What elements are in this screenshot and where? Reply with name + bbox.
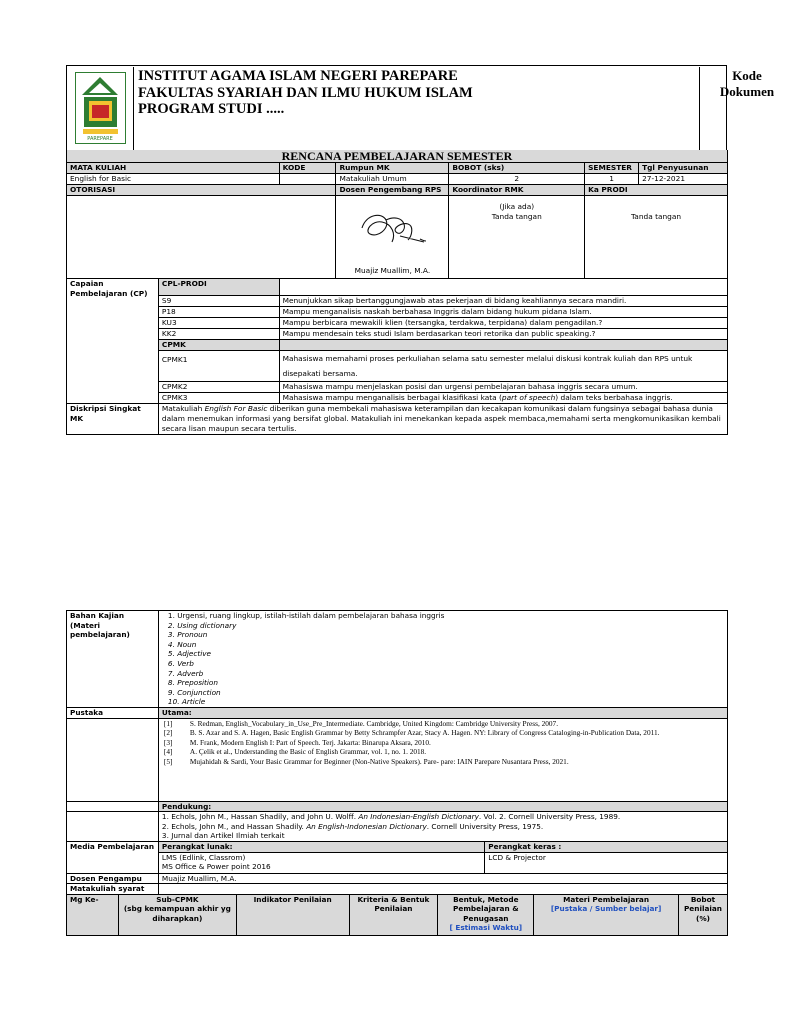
- rps-table: [66, 150, 728, 435]
- otorisasi-header: OTORISASI: [67, 185, 336, 196]
- program-line: PROGRAM STUDI .....: [138, 101, 285, 117]
- dosen-pengampu-value: Muajiz Muallim, M.A.: [158, 873, 727, 884]
- col-header: MATA KULIAH: [67, 163, 280, 174]
- cpl-row: P18 Mampu menganalisis naskah berbahasa Inggris dalam bidang hukum pidana Islam.: [67, 307, 728, 318]
- bobot-value: 2: [449, 174, 585, 185]
- deskripsi-label: Diskripsi Singkat MK: [67, 404, 159, 435]
- materi-header: Materi Pembelajaran [Pustaka / Sumber belajar]: [534, 894, 679, 935]
- cpmk-row: CPMK3 Mahasiswa mampu menganalisis berbagai klasifikasi kata (part of speech) dalam teks berbahasa inggris.: [67, 393, 728, 404]
- bahan-item: 10. Article: [167, 697, 206, 707]
- keras-label: Perangkat keras :: [485, 841, 728, 852]
- bahan-kajian-label: Bahan Kajian (Materi pembelajaran): [67, 611, 159, 708]
- bentuk-header: Bentuk, Metode Pembelajaran & Penugasan [ Estimasi Waktu]: [438, 894, 534, 935]
- cpl-row: KK2 Mampu mendesain teks studi Islam berdasarkan teori retorika dan public speaking.?: [67, 329, 728, 340]
- pustaka-label: Pustaka: [67, 707, 159, 718]
- mata-kuliah-value: English for Basic: [67, 174, 280, 185]
- utama-ref: [1] S. Redman, English_Vocabulary_in_Use_Pre_Intermediate. Cambridge, United Kingdom: Cambridge University Press, 2007.: [163, 718, 559, 728]
- koordinator-sign-cell: (Jika ada) Tanda tangan: [449, 196, 585, 279]
- bahan-item: 1. Urgensi, ruang lingkup, istilah-istilah dalam pembelajaran bahasa inggris: [167, 611, 445, 620]
- semester-value: 1: [585, 174, 639, 185]
- rps-table-page2: [66, 610, 728, 936]
- signature-image: [352, 206, 432, 256]
- col-header: KODE: [279, 163, 336, 174]
- col-header: Tgl Penyusunan: [639, 163, 728, 174]
- mg-ke-header: Mg Ke-: [67, 894, 119, 935]
- utama-ref: [4] A. Çelik et al., Understanding the Basic of English Grammar, vol. 1, no. 1. 2018.: [163, 747, 427, 757]
- cpmk3-text: Mahasiswa mampu menganalisis berbagai klasifikasi kata (part of speech) dalam teks berbahasa inggris.: [282, 393, 673, 402]
- tgl-value: 27-12-2021: [639, 174, 728, 185]
- utama-refs: [158, 718, 727, 801]
- bahan-item: 2. Using dictionary: [167, 620, 237, 630]
- pendukung-ref: 2. Echols, John M., and Hassan Shadily. An English-Indonesian Dictionary. Cornell University Press, 1975.: [161, 821, 544, 831]
- cpl-row: S9 Menunjukkan sikap bertanggungjawab atas pekerjaan di bidang keahliannya secara mandiri.: [67, 296, 728, 307]
- rps-title: RENCANA PEMBELAJARAN SEMESTER: [67, 150, 728, 163]
- matakuliah-syarat-label: Matakuliah syarat: [67, 884, 159, 895]
- bobot-header: Bobot Penilaian (%): [678, 894, 727, 935]
- deskripsi-text: Matakuliah English For Basic diberikan guna membekali mahasiswa keterampilan dan kecakapan komunikasi dalam fungsinya sebagai bahasa dunia dalam menemukan informasi yang bersifat global. Matakuliah ini menekankan kepada aspek membaca,memahami serta mengkomunikasikan kembali secara lisan maupun secara tertulis.: [158, 404, 727, 435]
- sub-cpmk-header: Sub-CPMK (sbg kemampuan akhir yg diharapkan): [118, 894, 236, 935]
- kriteria-header: Kriteria & Bentuk Penilaian: [349, 894, 438, 935]
- bahan-item: 4. Noun: [167, 639, 197, 649]
- cpmk-row: CPMK2 Mahasiswa mampu menjelaskan posisi dan urgensi pembelajaran bahasa inggris secara umum.: [67, 382, 728, 393]
- bahan-item: 7. Adverb: [167, 668, 204, 678]
- dosen-pengembang-header: Dosen Pengembang RPS: [336, 185, 449, 196]
- col-header: BOBOT (sks): [449, 163, 585, 174]
- media-label: Media Pembelajaran: [67, 841, 159, 873]
- kaprodi-header: Ka PRODI: [585, 185, 728, 196]
- iain-logo: [75, 72, 126, 144]
- dosen-signature-cell: [336, 196, 449, 279]
- bahan-item: 8. Preposition: [167, 678, 218, 688]
- otorisasi-empty: [67, 196, 336, 279]
- lunak-label: Perangkat lunak:: [158, 841, 484, 852]
- col-header: SEMESTER: [585, 163, 639, 174]
- keras-items: LCD & Projector: [485, 852, 728, 873]
- kode-value: [279, 174, 336, 185]
- cpl-row: KU3 Mampu berbicara mewakili klien (tersangka, terdakwa, terpidana) dalam pengadilan.?: [67, 318, 728, 329]
- koordinator-header: Koordinator RMK: [449, 185, 585, 196]
- bahan-item: 5. Adjective: [167, 649, 212, 659]
- pendukung-ref: 3. Jurnal dan Artikel Ilmiah terkait: [161, 831, 285, 841]
- lunak-items: LMS (Edlink, Classrom) MS Office & Power point 2016: [158, 852, 484, 873]
- pendukung-ref: 1. Echols, John M., Hassan Shadily, and John U. Wolff. An Indonesian-English Dictionary. Vol. 2. Cornell University Press, 1989.: [161, 812, 621, 822]
- pendukung-refs: [158, 812, 727, 842]
- bahan-item: 6. Verb: [167, 658, 194, 668]
- kode-dokumen-label: Kode Dokumen: [719, 68, 775, 99]
- utama-label: Utama:: [158, 707, 727, 718]
- kaprodi-sign-cell: Tanda tangan: [585, 196, 728, 279]
- bahan-item: 3. Pronoun: [167, 630, 208, 640]
- indikator-header: Indikator Penilaian: [236, 894, 349, 935]
- col-header: Rumpun MK: [336, 163, 449, 174]
- utama-ref: [3] M. Frank, Modern English I: Part of Speech. Terj. Jakarta: Binarupa Aksara, 2010.: [163, 737, 431, 747]
- utama-ref: [2] B. S. Azar and S. A. Hagen, Basic English Grammar by Betty Schrampfer Azar, Stacy A. Hagen. NY: Library of Congress Cataloging-in-Publication Data, 2011.: [163, 728, 660, 738]
- faculty-line: FAKULTAS SYARIAH DAN ILMU HUKUM ISLAM: [138, 84, 473, 101]
- bahan-kajian-list: [158, 611, 727, 708]
- svg-text:PAREPARE: PAREPARE: [87, 136, 113, 142]
- utama-ref: [5] Mujahidah & Sardi, Your Basic Grammar for Beginner (Non-Native Speakers). Pare- pare: IAIN Parepare Nusantara Press, 2021.: [163, 756, 569, 766]
- cpmk-label: CPMK: [158, 340, 279, 351]
- dosen-pengampu-label: Dosen Pengampu: [67, 873, 159, 884]
- institution-line: INSTITUT AGAMA ISLAM NEGERI PAREPARE: [138, 68, 458, 84]
- cp-label: Capaian Pembelajaran (CP): [67, 279, 159, 404]
- dosen-name: Muajiz Muallim, M.A.: [354, 266, 431, 275]
- cpmk-row: CPMK1 Mahasiswa memahami proses perkuliahan selama satu semester melalui diskusi kontrak kuliah dan RPS untuk disepakati bersama.: [67, 351, 728, 382]
- bahan-item: 9. Conjunction: [167, 687, 221, 697]
- cpl-prodi-label: CPL-PRODI: [158, 279, 279, 296]
- rumpun-value: Matakuliah Umum: [336, 174, 449, 185]
- pendukung-label: Pendukung:: [158, 801, 727, 812]
